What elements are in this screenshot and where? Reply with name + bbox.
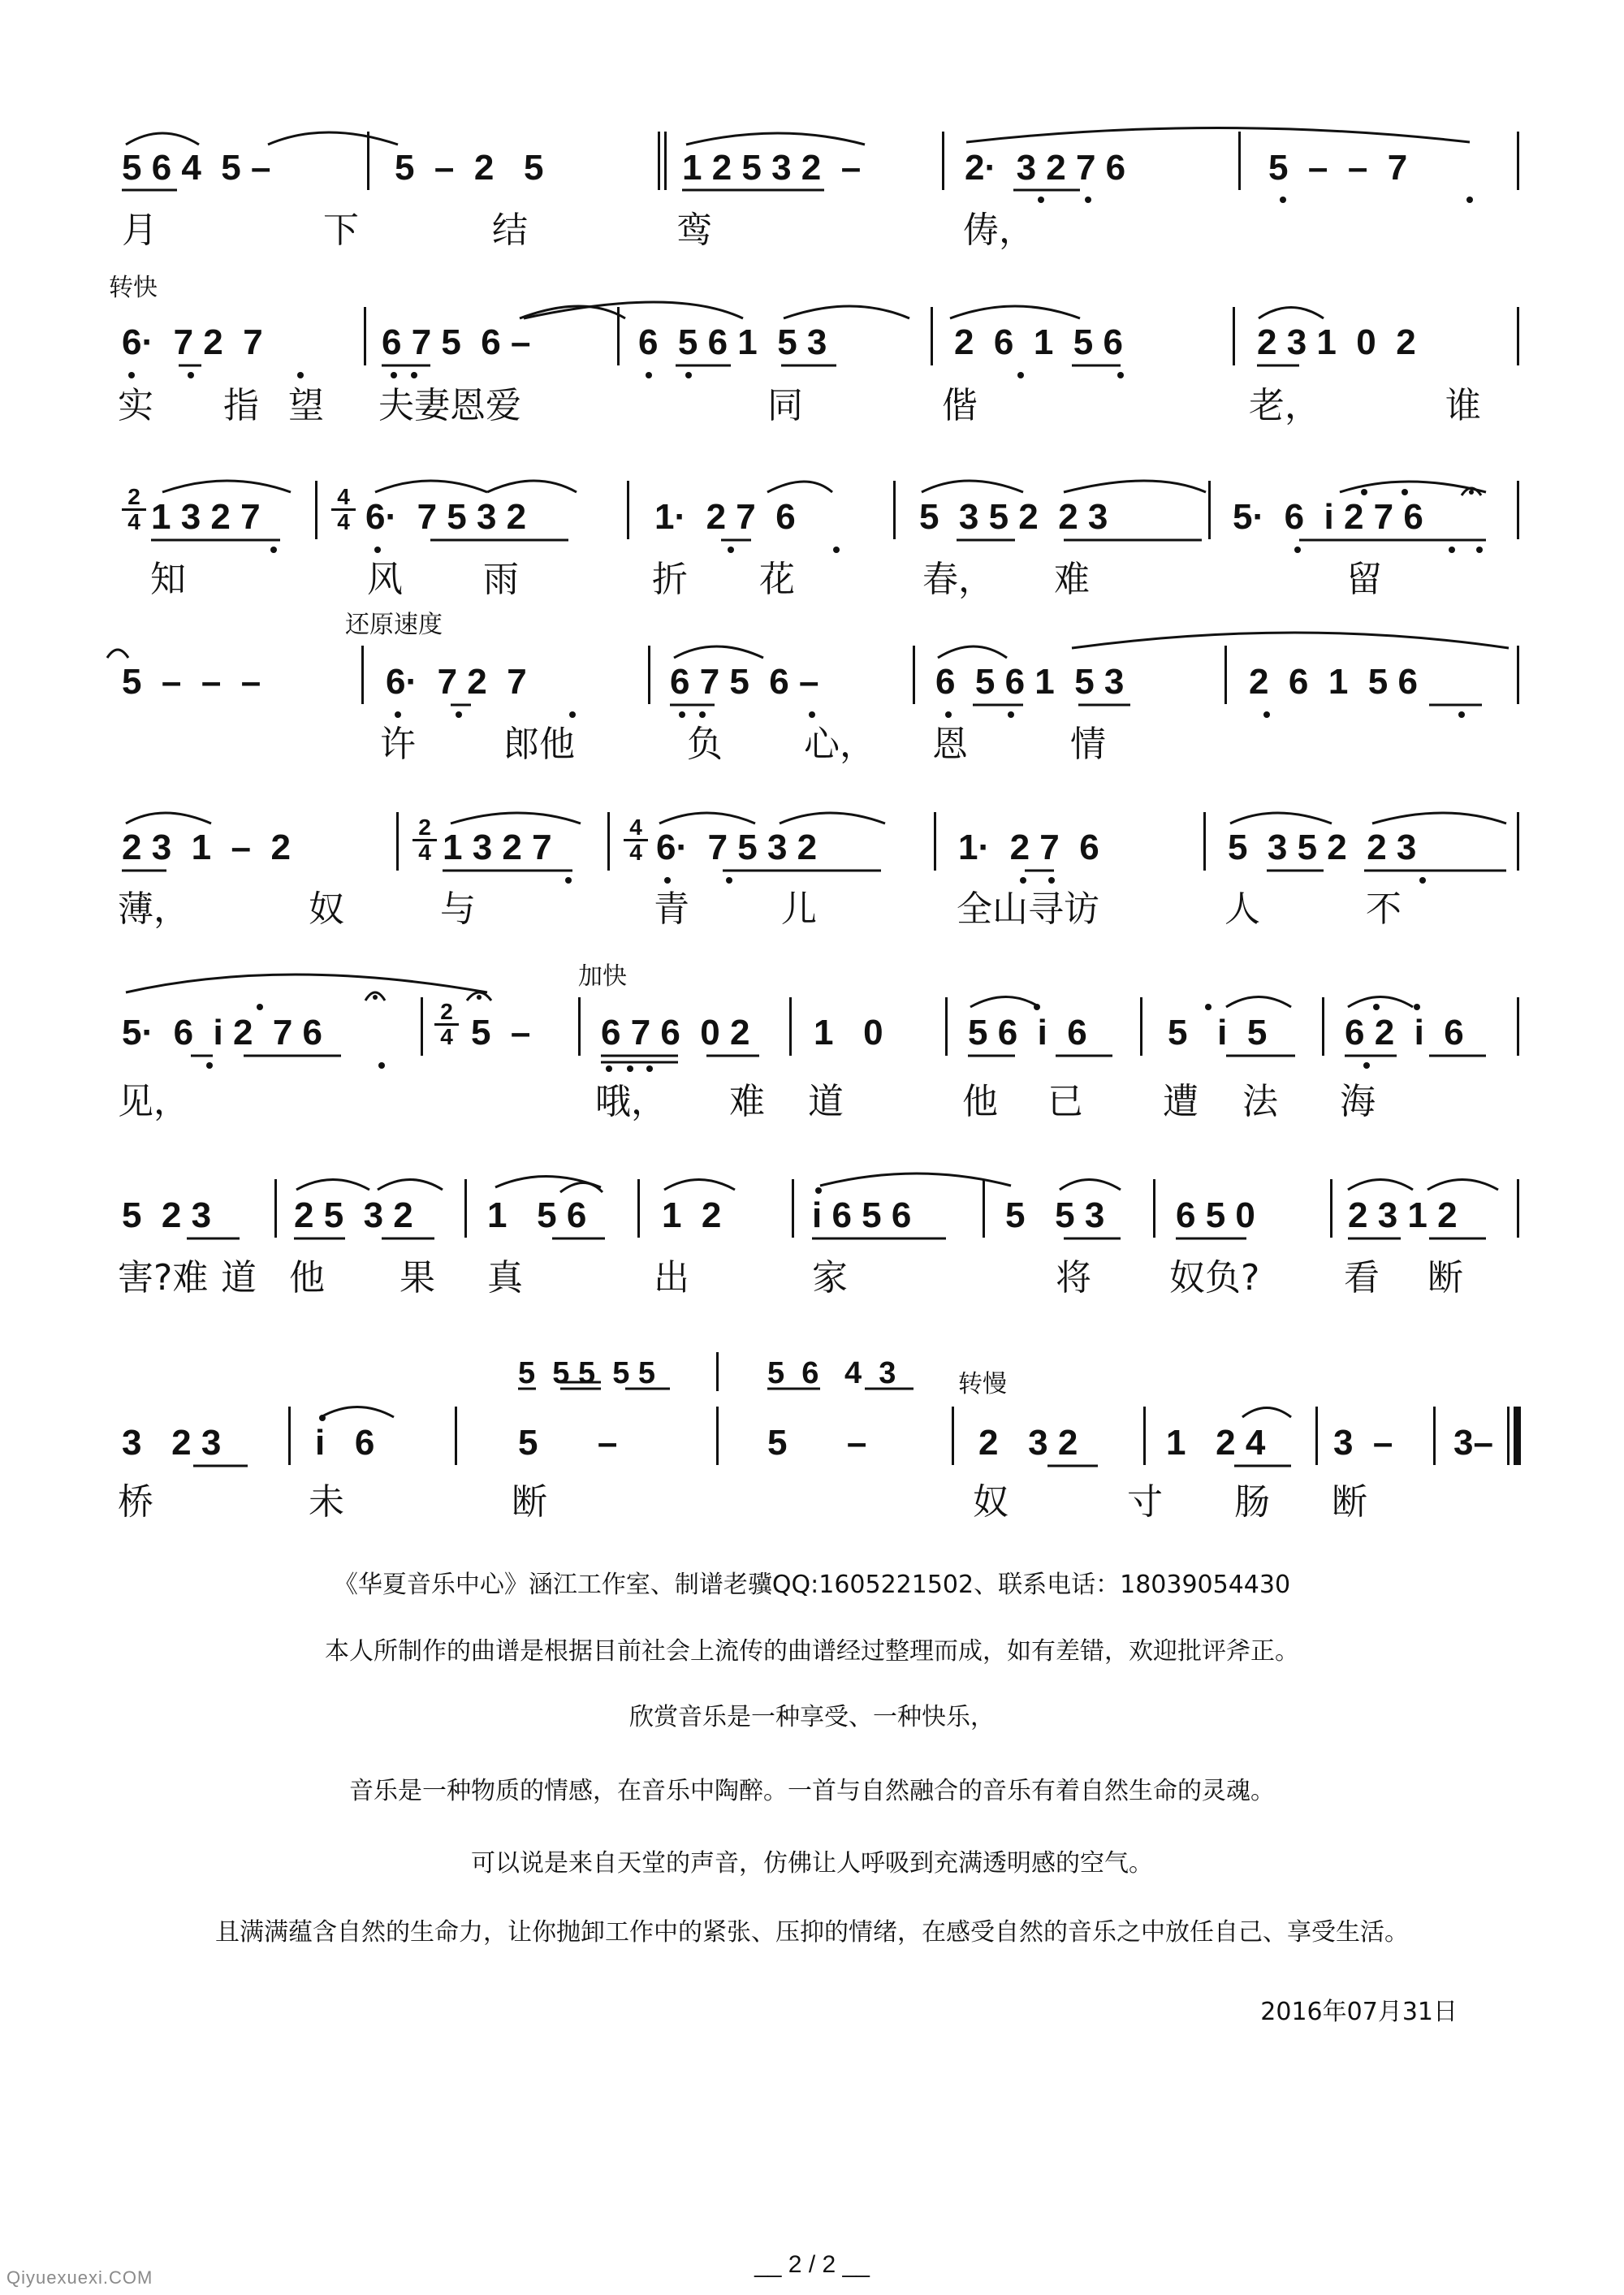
tempo-mark: 转慢 xyxy=(958,1370,1007,1398)
lyric: 遭 xyxy=(1163,1081,1199,1122)
lyric: 家 xyxy=(812,1257,848,1299)
barline xyxy=(1517,1179,1519,1238)
measure: 2 3 1 – 2 xyxy=(122,828,291,867)
barline xyxy=(1238,132,1241,190)
time-signature-2-4: 2 4 xyxy=(434,1001,459,1048)
measure: 6 7 5 6 – xyxy=(670,662,819,702)
measure: 5 6 i 6 xyxy=(968,1013,1087,1052)
measure: 6 7 5 6 – xyxy=(382,322,531,362)
credit-line: 《华夏音乐中心》涵江工作室、制谱老骥QQ:1605221502、联系电话：18039054430 xyxy=(333,1571,1291,1599)
lyric: 真 xyxy=(487,1257,523,1299)
lyric: 夫妻恩爱 xyxy=(378,385,521,426)
lyric: 不 xyxy=(1366,888,1402,930)
barline xyxy=(893,481,896,539)
lyric: 青 xyxy=(654,888,689,930)
measure: 2 5 3 2 xyxy=(294,1195,413,1235)
barline xyxy=(421,997,423,1056)
lyric: 负 xyxy=(687,724,723,765)
barline xyxy=(464,1179,467,1238)
lyric: 出 xyxy=(654,1257,689,1299)
lyric: 肠 xyxy=(1234,1481,1270,1523)
lyric: 奴 xyxy=(973,1481,1009,1523)
time-signature-2-4: 2 4 xyxy=(412,816,437,864)
lyric: 俦， xyxy=(963,210,1034,251)
time-signature-2-4: 2 4 xyxy=(122,486,146,534)
watermark-logo: Qiyuexuexi.COM xyxy=(6,2267,153,2288)
measure: 6 5 0 xyxy=(1176,1195,1255,1235)
lyric: 断 xyxy=(1332,1481,1367,1523)
lyric: 指 xyxy=(223,385,259,426)
barline xyxy=(1233,307,1235,365)
lyric: 薄， xyxy=(118,888,189,930)
measure: 1 0 xyxy=(814,1013,883,1052)
lyric: 郎他 xyxy=(503,724,575,765)
barline xyxy=(658,132,660,190)
barline xyxy=(315,481,317,539)
lyric: 下 xyxy=(323,210,359,251)
measure: 3 – xyxy=(1333,1423,1393,1463)
barline xyxy=(952,1407,954,1465)
lyric: 偕 xyxy=(942,385,978,426)
barline xyxy=(1433,1407,1436,1465)
barline xyxy=(931,307,933,365)
lyric: 害?难 xyxy=(118,1257,209,1299)
measure: 5 5 3 xyxy=(1005,1195,1105,1235)
barline xyxy=(1517,812,1519,871)
lyric: 同 xyxy=(767,385,803,426)
lyric: 道 xyxy=(808,1081,844,1122)
measure: 5 – xyxy=(518,1423,618,1463)
barline xyxy=(627,481,629,539)
lyric: 道 xyxy=(221,1257,257,1299)
measure: 6 5 6 1 5 3 xyxy=(935,662,1125,702)
measure: 5 – xyxy=(767,1423,867,1463)
barline xyxy=(367,132,369,190)
upper-voice-measure: 5 5 5 5 5 xyxy=(518,1356,656,1390)
lyric: 许 xyxy=(380,724,416,765)
final-barline-thin xyxy=(1507,1407,1510,1465)
measure: 6· 7 2 7 xyxy=(122,322,263,362)
barline xyxy=(792,1179,794,1238)
lyric: 奴负? xyxy=(1169,1257,1260,1299)
measure: 6 2 i 6 xyxy=(1345,1013,1464,1052)
credit-line: 本人所制作的曲谱是根据目前社会上流传的曲谱经过整理而成，如有差错，欢迎批评斧正。 xyxy=(325,1637,1299,1666)
barline xyxy=(637,1179,640,1238)
measure: 6· 7 5 3 2 xyxy=(365,497,527,537)
barline xyxy=(1322,997,1324,1056)
lyric: 人 xyxy=(1224,888,1260,930)
lyric: 留 xyxy=(1346,559,1382,600)
lyric: 海 xyxy=(1340,1081,1376,1122)
measure: 5 6 4 5 – xyxy=(122,148,271,188)
lyric: 望 xyxy=(288,385,324,426)
barline xyxy=(396,812,399,871)
lyric: 果 xyxy=(400,1257,435,1299)
lyric: 将 xyxy=(1056,1257,1091,1299)
measure: 5 – – 7 xyxy=(1268,148,1408,188)
measure: 3– xyxy=(1453,1423,1493,1463)
lyric: 全山寻访 xyxy=(957,888,1099,930)
barline xyxy=(789,997,792,1056)
lyric: 法 xyxy=(1242,1081,1278,1122)
barline xyxy=(364,307,366,365)
measure: 5 – 2 5 xyxy=(395,148,544,188)
lyric: 春， xyxy=(922,559,994,600)
measure: 5 i 5 xyxy=(1168,1013,1268,1052)
measure: 5 3 5 2 2 3 xyxy=(919,497,1108,537)
barline xyxy=(716,1352,719,1391)
measure: i 6 xyxy=(315,1423,375,1463)
measure: 2 6 1 5 6 xyxy=(954,322,1123,362)
lyric: 难 xyxy=(1054,559,1090,600)
barline xyxy=(455,1407,457,1465)
lyric: 谁 xyxy=(1445,385,1481,426)
barline xyxy=(983,1179,985,1238)
lyric: 情 xyxy=(1070,724,1106,765)
lyric: 寸 xyxy=(1127,1481,1163,1523)
barline xyxy=(607,812,610,871)
barline xyxy=(913,646,915,704)
tempo-mark: 转快 xyxy=(109,274,158,302)
measure: 5 – xyxy=(471,1013,531,1052)
measure: 1 2 4 xyxy=(1166,1423,1266,1463)
barline xyxy=(1315,1407,1318,1465)
lyric: 实 xyxy=(118,385,153,426)
barline xyxy=(1517,997,1519,1056)
tempo-mark: 加快 xyxy=(578,962,627,991)
measure: 5 – – – xyxy=(122,662,261,702)
barline xyxy=(1517,646,1519,704)
barline xyxy=(934,812,936,871)
upper-voice-measure: 5 6 4 3 xyxy=(767,1356,896,1390)
barline xyxy=(716,1407,719,1465)
barline xyxy=(1517,132,1519,190)
measure: 2 3 1 2 xyxy=(1348,1195,1458,1235)
lyric: 已 xyxy=(1047,1081,1083,1122)
measure: 2 6 1 5 6 xyxy=(1249,662,1418,702)
barline xyxy=(942,132,944,190)
measure: 1 3 2 7 xyxy=(443,828,552,867)
measure: 1 3 2 7 xyxy=(151,497,261,537)
lyric: 哦， xyxy=(595,1081,667,1122)
measure: 5 2 3 xyxy=(122,1195,212,1235)
measure: 5· 6 i 2 7 6 xyxy=(1233,497,1423,537)
barline xyxy=(945,997,948,1056)
measure: 3 2 3 xyxy=(122,1423,222,1463)
measure: 6 7 6 0 2 xyxy=(601,1013,750,1052)
barline xyxy=(1153,1179,1155,1238)
lyric: 见， xyxy=(118,1081,189,1122)
barline xyxy=(1140,997,1142,1056)
credit-line: 欣赏音乐是一种享受、一种快乐， xyxy=(629,1703,995,1731)
barline xyxy=(1330,1179,1332,1238)
barline xyxy=(1517,307,1519,365)
lyric: 折 xyxy=(652,559,688,600)
lyric: 未 xyxy=(309,1481,344,1523)
barline xyxy=(361,646,364,704)
lyric: 他 xyxy=(289,1257,325,1299)
date: 2016年07月31日 xyxy=(1260,1998,1458,2026)
measure: i 6 5 6 xyxy=(812,1195,912,1235)
measure: 1 2 xyxy=(662,1195,722,1235)
lyric: 难 xyxy=(729,1081,765,1122)
lyric: 知 xyxy=(150,559,186,600)
measure: 2· 3 2 7 6 xyxy=(965,148,1126,188)
lyric: 风 xyxy=(367,559,403,600)
lyric: 恩 xyxy=(932,724,968,765)
lyric: 桥 xyxy=(118,1481,153,1523)
lyric: 与 xyxy=(440,888,476,930)
lyric: 断 xyxy=(1427,1257,1463,1299)
barline xyxy=(1143,1407,1146,1465)
lyric: 他 xyxy=(962,1081,998,1122)
barline xyxy=(274,1179,277,1238)
tempo-mark: 还原速度 xyxy=(345,611,443,639)
barline xyxy=(1203,812,1206,871)
lyric: 花 xyxy=(759,559,795,600)
lyric: 雨 xyxy=(483,559,519,600)
barline xyxy=(578,997,581,1056)
page-number: __ 2 / 2 __ xyxy=(754,2251,870,2278)
measure: 1· 2 7 6 xyxy=(654,497,796,537)
time-signature-4-4: 4 4 xyxy=(624,816,648,864)
measure: 2 3 2 xyxy=(978,1423,1078,1463)
measure: 5 3 5 2 2 3 xyxy=(1228,828,1417,867)
barline xyxy=(1224,646,1227,704)
credit-line: 音乐是一种物质的情感，在音乐中陶醉。一首与自然融合的音乐有着自然生命的灵魂。 xyxy=(349,1777,1275,1805)
barline xyxy=(648,646,650,704)
lyric: 看 xyxy=(1344,1257,1380,1299)
lyric: 月 xyxy=(122,210,158,251)
barline xyxy=(288,1407,291,1465)
measure: 6· 7 5 3 2 xyxy=(656,828,818,867)
credit-line: 可以说是来自天堂的声音，仿佛让人呼吸到充满透明感的空气。 xyxy=(471,1849,1153,1878)
barline xyxy=(1208,481,1211,539)
lyric: 老， xyxy=(1249,385,1320,426)
measure: 5· 6 i 2 7 6 xyxy=(122,1013,323,1052)
measure: 6· 7 2 7 xyxy=(386,662,527,702)
lyric: 心， xyxy=(804,724,875,765)
barline xyxy=(617,307,620,365)
lyric: 儿 xyxy=(781,888,817,930)
measure: 2 3 1 0 2 xyxy=(1257,322,1416,362)
measure: 1· 2 7 6 xyxy=(958,828,1099,867)
measure: 1 2 5 3 2 – xyxy=(682,148,862,188)
measure: 6 5 6 1 5 3 xyxy=(638,322,827,362)
barline xyxy=(664,132,667,190)
lyric: 结 xyxy=(492,210,528,251)
final-barline-thick xyxy=(1514,1407,1521,1465)
barline xyxy=(1517,481,1519,539)
measure: 1 5 6 xyxy=(487,1195,587,1235)
time-signature-4-4: 4 4 xyxy=(331,486,356,534)
lyric: 断 xyxy=(512,1481,547,1523)
credit-line: 且满满蕴含自然的生命力，让你抛卸工作中的紧张、压抑的情绪，在感受自然的音乐之中放任自己、享受生活。 xyxy=(215,1918,1409,1947)
lyric: 奴 xyxy=(309,888,344,930)
lyric: 鸾 xyxy=(676,210,712,251)
